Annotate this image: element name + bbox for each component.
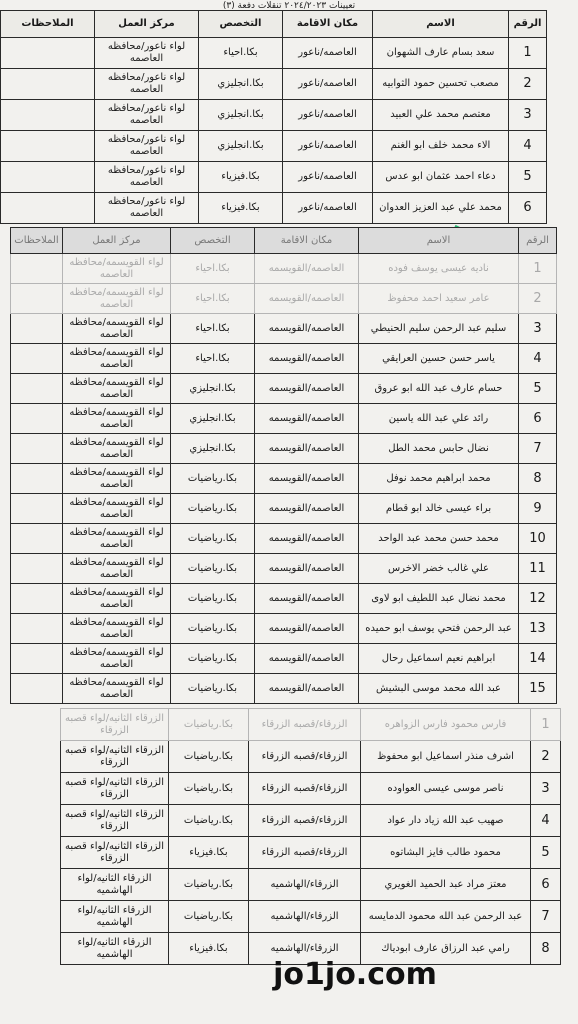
teacher-name: دعاء احمد عثمان ابو عدس [373,162,509,193]
residence-cell: العاصمه/القويسمه [255,494,359,524]
specialty-cell: بكا.انجليزي [171,404,255,434]
specialty-cell: بكا.انجليزي [171,434,255,464]
specialty-cell: بكا.فيزياء [199,162,283,193]
workplace-cell: الزرقاء الثانيه/لواء الهاشميه [61,933,169,965]
workplace-cell: لواء القويسمه/محافظه العاصمه [63,524,171,554]
notes-cell [1,100,95,131]
workplace-cell: الزرقاء الثانيه/لواء قصبه الزرقاء [61,741,169,773]
notes-cell [11,494,63,524]
col-header-workplace: مركز العمل [63,228,171,254]
teacher-name: معتز مراد عبد الحميد الغويري [361,869,531,901]
document-header: تعيينات ٢٠٢٤/٢٠٢٣ تنقلات دفعة (٣) [222,1,356,11]
residence-cell: الزرقاء/قصبه الزرقاء [249,773,361,805]
row-number: 1 [531,709,561,741]
residence-cell: العاصمه/القويسمه [255,554,359,584]
col-header-residence: مكان الاقامة [255,228,359,254]
workplace-cell: لواء القويسمه/محافظه العاصمه [63,494,171,524]
residence-cell: الزرقاء/الهاشميه [249,869,361,901]
specialty-cell: بكا.احياء [199,38,283,69]
table-row [11,464,557,494]
workplace-cell: لواء القويسمه/محافظه العاصمه [63,674,171,704]
notes-cell [11,374,63,404]
row-number: 1 [519,254,557,284]
workplace-cell: الزرقاء الثانيه/لواء الهاشميه [61,869,169,901]
table-row [1,38,547,69]
teacher-name: عبد الرحمن فتحي يوسف ابو حميده [359,614,519,644]
row-number: 3 [531,773,561,805]
teacher-name: ناديه عيسى يوسف فوده [359,254,519,284]
table-row [11,284,557,314]
row-number: 2 [531,741,561,773]
row-number: 11 [519,554,557,584]
workplace-cell: لواء ناعور/محافظه العاصمه [95,38,199,69]
specialty-cell: بكا.احياء [171,254,255,284]
table-row [61,837,561,869]
workplace-cell: لواء ناعور/محافظه العاصمه [95,100,199,131]
notes-cell [11,284,63,314]
table-header-row [1,11,547,38]
teacher-name: صهيب عبد الله زياد دار عواد [361,805,531,837]
teacher-name: حسام عارف عبد الله ابو عروق [359,374,519,404]
row-number: 14 [519,644,557,674]
residence-cell: العاصمه/ناعور [283,69,373,100]
row-number: 15 [519,674,557,704]
notes-cell [11,614,63,644]
specialty-cell: بكا.انجليزي [171,374,255,404]
residence-cell: الزرقاء/الهاشميه [249,933,361,965]
teacher-name: محمد ابراهيم محمد نوفل [359,464,519,494]
notes-cell [1,193,95,224]
row-number: 7 [531,901,561,933]
workplace-cell: الزرقاء الثانيه/لواء قصبه الزرقاء [61,773,169,805]
row-number: 6 [531,869,561,901]
table-row [61,869,561,901]
residence-cell: العاصمه/القويسمه [255,254,359,284]
notes-cell [11,554,63,584]
notes-cell [11,524,63,554]
table-row [1,131,547,162]
workplace-cell: لواء القويسمه/محافظه العاصمه [63,554,171,584]
residence-cell: الزرقاء/قصبه الزرقاء [249,741,361,773]
col-header-number: الرقم [509,11,547,38]
notes-cell [11,464,63,494]
teacher-name: سعد بسام عارف الشهوان [373,38,509,69]
assignments-table-naour [0,10,547,224]
table-row [61,709,561,741]
assignments-table-zarqa [60,708,561,965]
row-number: 5 [519,374,557,404]
table-row [11,434,557,464]
notes-cell [11,344,63,374]
row-number: 6 [509,193,547,224]
residence-cell: العاصمه/القويسمه [255,674,359,704]
col-header-specialty: التخصص [171,228,255,254]
teacher-name: ياسر حسن حسين العرايقي [359,344,519,374]
row-number: 10 [519,524,557,554]
table-row [11,374,557,404]
residence-cell: العاصمه/القويسمه [255,614,359,644]
row-number: 2 [519,284,557,314]
specialty-cell: بكا.رياضيات [169,805,249,837]
row-number: 8 [531,933,561,965]
specialty-cell: بكا.رياضيات [169,901,249,933]
notes-cell [1,69,95,100]
residence-cell: العاصمه/القويسمه [255,374,359,404]
workplace-cell: لواء القويسمه/محافظه العاصمه [63,344,171,374]
table-row [1,69,547,100]
workplace-cell: الزرقاء الثانيه/لواء قصبه الزرقاء [61,837,169,869]
teacher-name: رامي عبد الرزاق عارف ابودياك [361,933,531,965]
specialty-cell: بكا.رياضيات [171,614,255,644]
table-row [11,674,557,704]
workplace-cell: لواء ناعور/محافظه العاصمه [95,131,199,162]
workplace-cell: لواء القويسمه/محافظه العاصمه [63,404,171,434]
row-number: 4 [519,344,557,374]
workplace-cell: الزرقاء الثانيه/لواء قصبه الزرقاء [61,709,169,741]
table-header-row [11,228,557,254]
table-row [1,100,547,131]
workplace-cell: لواء ناعور/محافظه العاصمه [95,69,199,100]
notes-cell [1,131,95,162]
notes-cell [11,584,63,614]
assignments-table-quwaysima [10,227,557,704]
residence-cell: العاصمه/ناعور [283,131,373,162]
workplace-cell: لواء القويسمه/محافظه العاصمه [63,284,171,314]
residence-cell: العاصمه/القويسمه [255,404,359,434]
residence-cell: الزرقاء/قصبه الزرقاء [249,805,361,837]
row-number: 13 [519,614,557,644]
col-header-notes: الملاحظات [11,228,63,254]
col-header-number: الرقم [519,228,557,254]
teacher-name: محمد علي عبد العزيز العدوان [373,193,509,224]
teacher-name: علي غالب خضر الاخرس [359,554,519,584]
col-header-name: الاسم [373,11,509,38]
teacher-name: مصعب تحسين حمود الثوابيه [373,69,509,100]
workplace-cell: لواء القويسمه/محافظه العاصمه [63,614,171,644]
notes-cell [11,434,63,464]
table-row [11,554,557,584]
notes-cell [1,162,95,193]
teacher-name: براء عيسى خالد ابو قطام [359,494,519,524]
residence-cell: الزرقاء/قصبه الزرقاء [249,709,361,741]
col-header-workplace: مركز العمل [95,11,199,38]
specialty-cell: بكا.رياضيات [169,869,249,901]
specialty-cell: بكا.رياضيات [171,584,255,614]
notes-cell [11,404,63,434]
specialty-cell: بكا.انجليزي [199,69,283,100]
notes-cell [11,644,63,674]
table-row [11,644,557,674]
specialty-cell: بكا.رياضيات [171,524,255,554]
specialty-cell: بكا.احياء [171,284,255,314]
notes-cell [11,254,63,284]
teacher-name: سليم عبد الرحمن سليم الحنيطي [359,314,519,344]
table-row [11,614,557,644]
teacher-name: عبد الله محمد موسى البشيش [359,674,519,704]
residence-cell: العاصمه/القويسمه [255,584,359,614]
notes-cell [11,674,63,704]
residence-cell: العاصمه/ناعور [283,38,373,69]
specialty-cell: بكا.رياضيات [169,773,249,805]
table-row [61,805,561,837]
workplace-cell: لواء القويسمه/محافظه العاصمه [63,314,171,344]
workplace-cell: لواء القويسمه/محافظه العاصمه [63,254,171,284]
workplace-cell: لواء القويسمه/محافظه العاصمه [63,644,171,674]
specialty-cell: بكا.رياضيات [169,709,249,741]
workplace-cell: لواء القويسمه/محافظه العاصمه [63,584,171,614]
table-row [61,773,561,805]
row-number: 2 [509,69,547,100]
notes-cell [1,38,95,69]
table-row [61,901,561,933]
teacher-name: محمد نضال عبد اللطيف ابو لاوى [359,584,519,614]
teacher-name: عبد الرحمن عبد الله محمود الدمايسه [361,901,531,933]
specialty-cell: بكا.انجليزي [199,131,283,162]
specialty-cell: بكا.رياضيات [171,554,255,584]
specialty-cell: بكا.فيزياء [199,193,283,224]
residence-cell: العاصمه/القويسمه [255,644,359,674]
residence-cell: العاصمه/ناعور [283,193,373,224]
residence-cell: العاصمه/القويسمه [255,524,359,554]
teacher-name: عامر سعيد احمد محفوظ [359,284,519,314]
col-header-specialty: التخصص [199,11,283,38]
row-number: 6 [519,404,557,434]
table-row [11,344,557,374]
specialty-cell: بكا.فيزياء [169,933,249,965]
specialty-cell: بكا.رياضيات [169,741,249,773]
workplace-cell: الزرقاء الثانيه/لواء الهاشميه [61,901,169,933]
row-number: 3 [519,314,557,344]
col-header-residence: مكان الاقامة [283,11,373,38]
workplace-cell: لواء القويسمه/محافظه العاصمه [63,374,171,404]
specialty-cell: بكا.فيزياء [169,837,249,869]
specialty-cell: بكا.احياء [171,344,255,374]
teacher-name: محمود طالب فايز البشاتوه [361,837,531,869]
workplace-cell: لواء ناعور/محافظه العاصمه [95,162,199,193]
workplace-cell: الزرقاء الثانيه/لواء قصبه الزرقاء [61,805,169,837]
row-number: 1 [509,38,547,69]
row-number: 4 [531,805,561,837]
table-row [11,584,557,614]
table-row [11,404,557,434]
row-number: 4 [509,131,547,162]
workplace-cell: لواء القويسمه/محافظه العاصمه [63,464,171,494]
row-number: 5 [531,837,561,869]
teacher-name: محمد حسن محمد عبد الواحد [359,524,519,554]
teacher-name: الاء محمد خلف ابو الغنم [373,131,509,162]
residence-cell: الزرقاء/قصبه الزرقاء [249,837,361,869]
specialty-cell: بكا.رياضيات [171,464,255,494]
teacher-name: ناصر موسى عيسى العواوده [361,773,531,805]
row-number: 3 [509,100,547,131]
residence-cell: العاصمه/ناعور [283,162,373,193]
specialty-cell: بكا.رياضيات [171,674,255,704]
row-number: 5 [509,162,547,193]
row-number: 7 [519,434,557,464]
residence-cell: العاصمه/ناعور [283,100,373,131]
specialty-cell: بكا.رياضيات [171,644,255,674]
col-header-notes: الملاحظات [1,11,95,38]
teacher-name: نضال حابس محمد الطل [359,434,519,464]
row-number: 8 [519,464,557,494]
notes-cell [11,314,63,344]
specialty-cell: بكا.رياضيات [171,494,255,524]
residence-cell: العاصمه/القويسمه [255,284,359,314]
residence-cell: العاصمه/القويسمه [255,434,359,464]
residence-cell: العاصمه/القويسمه [255,344,359,374]
table-row [11,254,557,284]
workplace-cell: لواء القويسمه/محافظه العاصمه [63,434,171,464]
col-header-name: الاسم [359,228,519,254]
row-number: 9 [519,494,557,524]
teacher-name: فارس محمود فارس الزواهره [361,709,531,741]
table-row [1,162,547,193]
table-row [61,741,561,773]
table-row [11,314,557,344]
teacher-name: ابراهيم نعيم اسماعيل رحال [359,644,519,674]
residence-cell: الزرقاء/الهاشميه [249,901,361,933]
table-row [11,524,557,554]
row-number: 12 [519,584,557,614]
table-row [1,193,547,224]
teacher-name: رائد علي عبد الله ياسين [359,404,519,434]
table-row [11,494,557,524]
site-watermark: jo1jo.com [273,957,437,992]
residence-cell: العاصمه/القويسمه [255,464,359,494]
specialty-cell: بكا.انجليزي [199,100,283,131]
specialty-cell: بكا.احياء [171,314,255,344]
workplace-cell: لواء ناعور/محافظه العاصمه [95,193,199,224]
teacher-name: اشرف منذر اسماعيل ابو محفوظ [361,741,531,773]
residence-cell: العاصمه/القويسمه [255,314,359,344]
teacher-name: معتصم محمد علي العبيد [373,100,509,131]
